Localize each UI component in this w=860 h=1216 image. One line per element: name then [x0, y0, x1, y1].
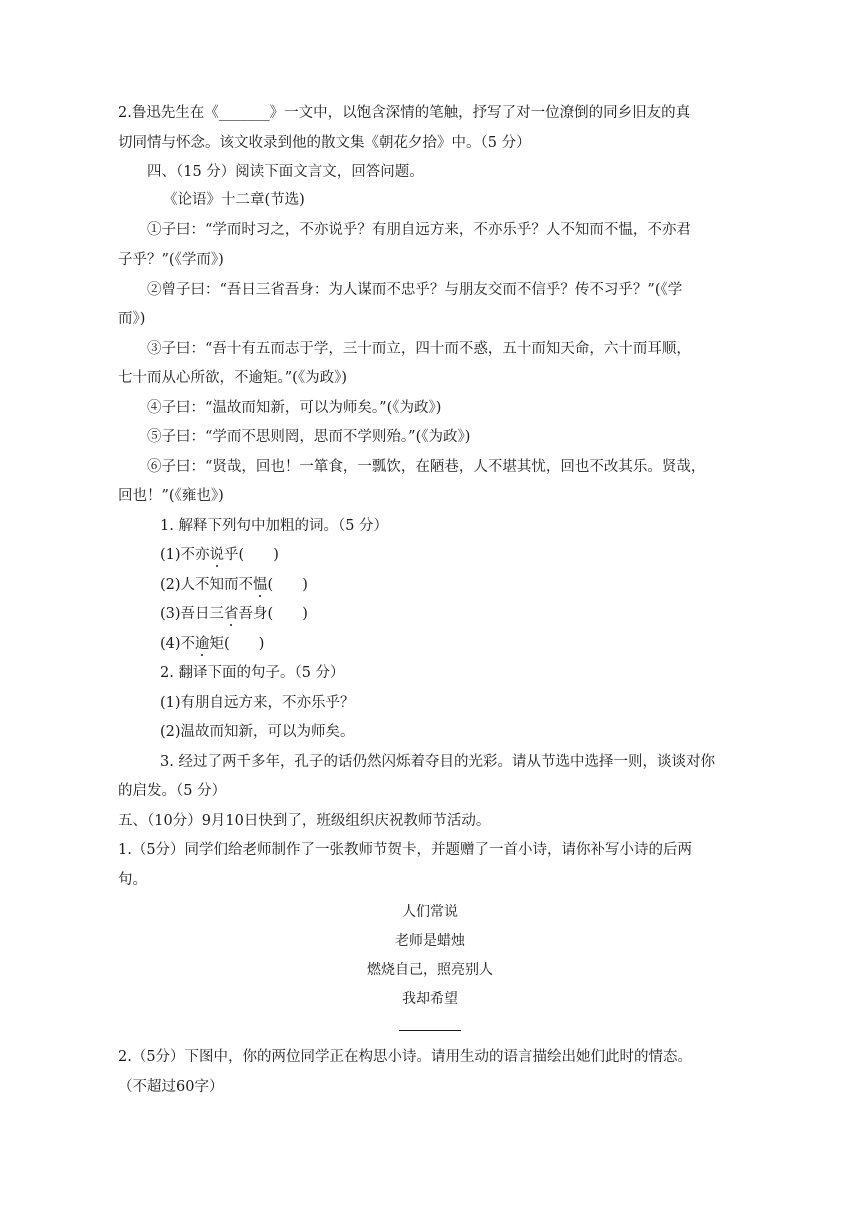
s4-q1-item-3: [160, 604, 308, 624]
poem-line-2: 老师是蜡烛: [395, 933, 465, 949]
q2-luxun-line2: 切同情与怀念。该文收录到他的散文集《朝花夕拾》中。（5 分）: [118, 135, 531, 151]
s4-q1-item-3-keyword: 省: [224, 606, 239, 622]
poem-line-3: 燃烧自己，照亮别人: [367, 962, 493, 978]
s4-q1-item-3-post: 吾身( ): [238, 606, 308, 622]
section4-title: 《论语》十二章(节选): [163, 192, 305, 208]
passage-1-line2: 子乎？”(《学而》): [118, 252, 224, 268]
poem-line-1: 人们常说: [402, 904, 458, 920]
passage-4: ④子曰：“温故而知新，可以为师矣。”(《为政》): [147, 400, 442, 416]
s5-question-1-line2: 句。: [118, 872, 147, 888]
s4-q1-item-4-pre: (4)不: [160, 636, 196, 652]
passage-6-line1: ⑥子曰：“贤哉，回也！一箪食，一瓢饮，在陋巷，人不堪其忧，回也不改其乐。贤哉，: [147, 459, 706, 475]
s4-q1-item-1-post: 乎( ): [224, 547, 279, 563]
s4-q1-item-2-pre: (2)人不知而不: [160, 577, 254, 593]
poem-line-4: 我却希望: [402, 991, 458, 1007]
s4-q2-item-1: (1)有朋自远方来，不亦乐乎？: [160, 695, 355, 711]
s4-q1-item-1: [160, 545, 279, 565]
s4-q1-item-2-keyword: 愠: [253, 577, 268, 593]
passage-3-line1: ③子曰：“吾十有五而志于学，三十而立，四十而不惑，五十而知天命，六十而耳顺，: [147, 341, 691, 357]
section5-heading: 五、（10分）9月10日快到了，班级组织庆祝教师节活动。: [118, 813, 491, 829]
q2-luxun-line1: 2.鲁迅先生在《_______》一文中，以饱含深情的笔触，抒写了对一位潦倒的同乡旧友的真: [118, 105, 691, 121]
s5-question-1-line1: 1.（5分）同学们给老师制作了一张教师节贺卡，并题赠了一首小诗，请你补写小诗的后两: [118, 842, 693, 858]
passage-2-line2: 而》): [118, 311, 146, 327]
poem-answer-blank[interactable]: [399, 1030, 461, 1031]
s4-question-2: 2. 翻译下面的句子。（5 分）: [160, 665, 345, 681]
s5-question-2-line2: （不超过60字）: [118, 1079, 224, 1095]
s4-question-1: 1. 解释下列句中加粗的词。（5 分）: [160, 518, 389, 534]
s5-question-2-line1: 2.（5分）下图中，你的两位同学正在构思小诗。请用生动的语言描绘出她们此时的情态。: [118, 1049, 693, 1065]
passage-5: ⑤子曰：“学而不思则罔，思而不学则殆。”(《为政》): [147, 429, 471, 445]
passage-2-line1: ②曾子曰：“吾日三省吾身：为人谋而不忠乎？与朋友交而不信乎？传不习乎？”(《学: [147, 282, 683, 298]
s4-q1-item-1-keyword: 说: [209, 547, 225, 563]
passage-1-line1: ①子曰：“学而时习之，不亦说乎？有朋自远方来，不亦乐乎？人不知而不愠，不亦君: [147, 222, 691, 238]
s4-question-3-line2: 的启发。（5 分）: [118, 783, 227, 799]
s4-q1-item-1-pre: (1)不亦: [160, 547, 210, 563]
s4-q1-item-4-post: 矩( ): [209, 636, 265, 652]
s4-q1-item-2-post: ( ): [267, 577, 308, 593]
s4-q2-item-2: (2)温故而知新，可以为师矣。: [160, 724, 355, 740]
passage-3-line2: 七十而从心所欲，不逾矩。”(《为政》): [118, 370, 347, 386]
s4-q1-item-3-pre: (3)吾日三: [160, 606, 225, 622]
s4-q1-item-4-keyword: 逾: [195, 636, 210, 652]
section4-heading: 四、（15 分）阅读下面文言文，回答问题。: [147, 164, 424, 180]
s4-q1-item-4: [160, 634, 264, 654]
passage-6-line2: 回也！”(《雍也》): [118, 488, 224, 504]
s4-q1-item-2: [160, 575, 308, 595]
s4-question-3-line1: 3. 经过了两千多年，孔子的话仍然闪烁着夺目的光彩。请从节选中选择一则，谈谈对你: [160, 754, 715, 770]
